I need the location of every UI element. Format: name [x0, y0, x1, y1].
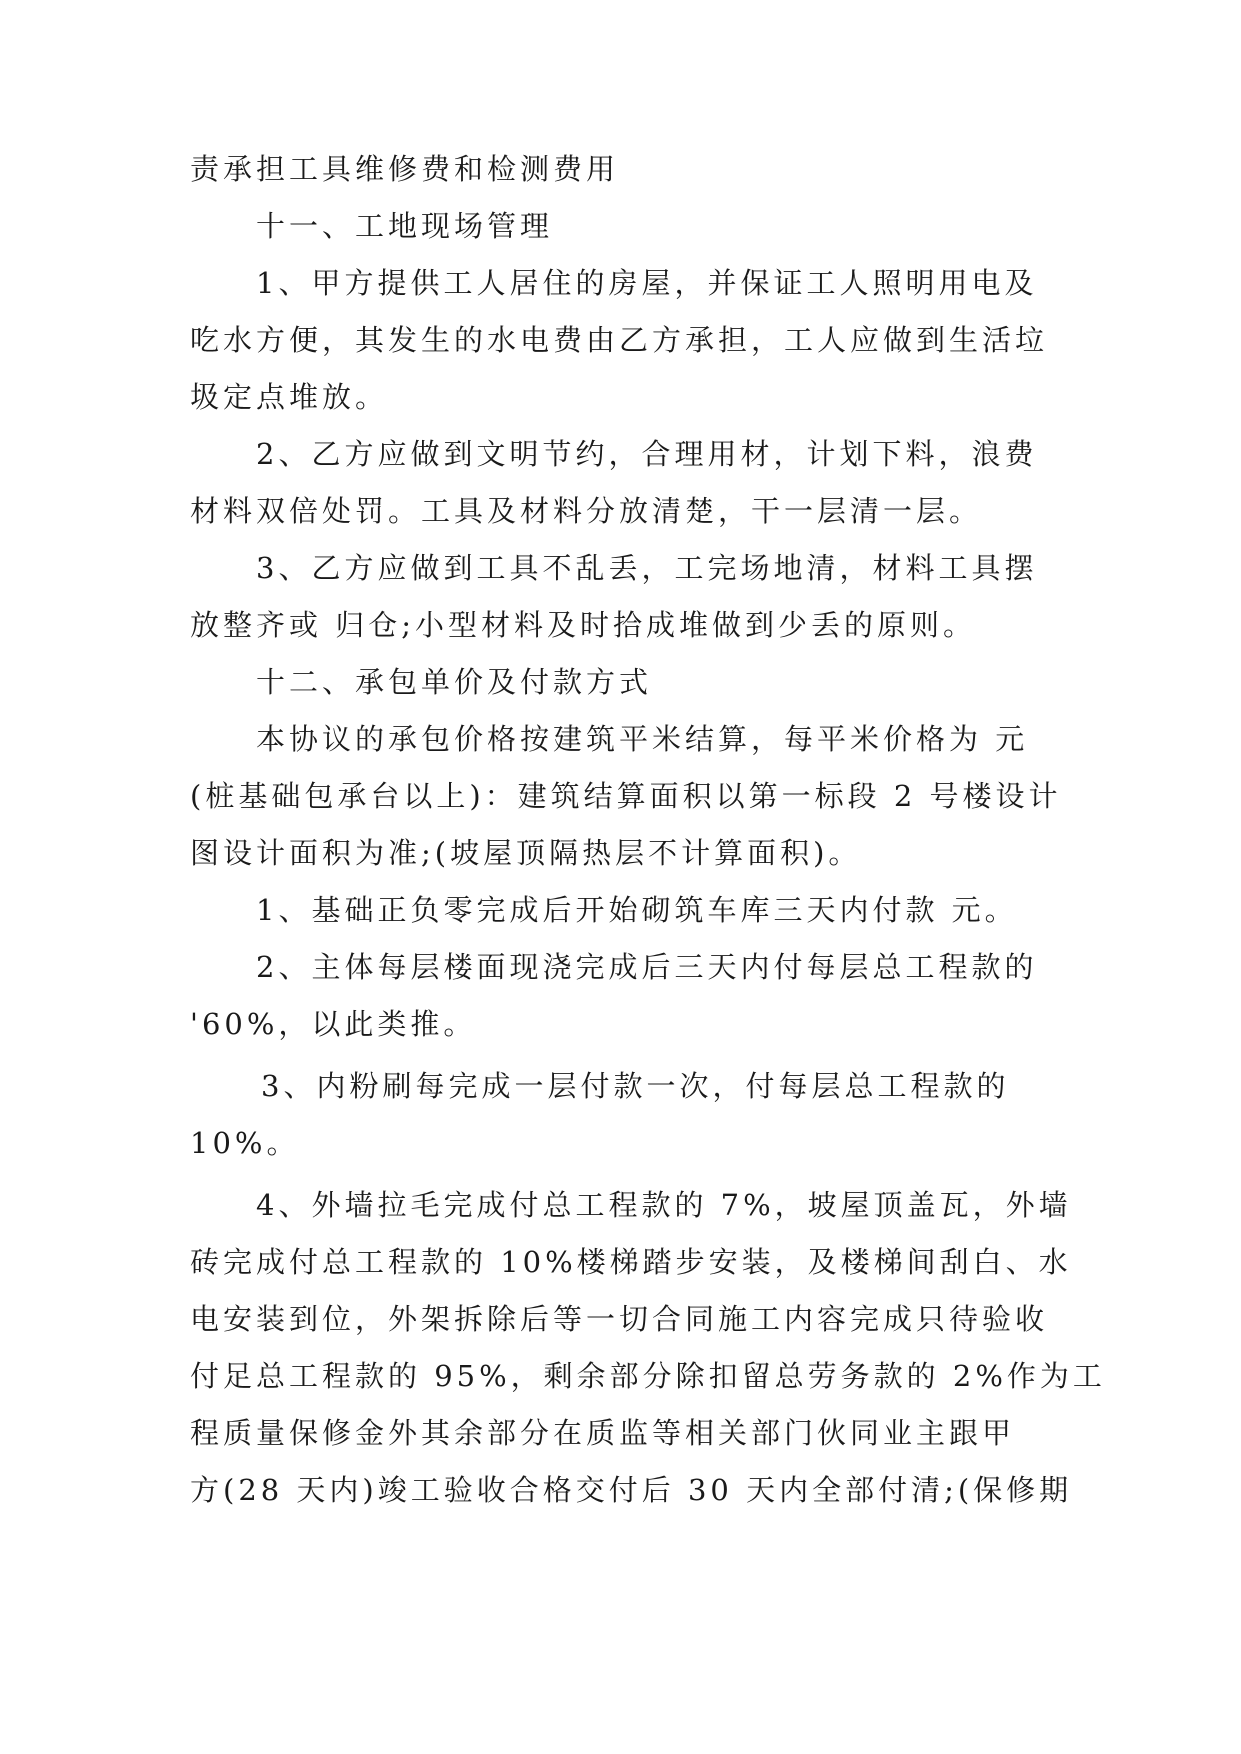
text-line: 程质量保修金外其余部分在质监等相关部门伙同业主跟甲: [190, 1416, 1016, 1450]
text-line: 放整齐或 归仓;小型材料及时拾成堆做到少丢的原则。: [190, 608, 976, 642]
section-heading-contract-price: 十二、承包单价及付款方式: [256, 665, 653, 699]
text-line: 2、主体每层楼面现浇完成后三天内付每层总工程款的: [256, 950, 1038, 984]
text-line: (桩基础包承台以上)：建筑结算面积以第一标段 2 号楼设计: [190, 779, 1062, 813]
section-heading-site-management: 十一、工地现场管理: [256, 209, 554, 243]
text-line: 吃水方便，其发生的水电费由乙方承担，工人应做到生活垃: [190, 323, 1049, 357]
text-line: 4、外墙拉毛完成付总工程款的 7%，坡屋顶盖瓦，外墙: [256, 1188, 1072, 1222]
text-line: 10%。: [190, 1126, 300, 1160]
text-line: 付足总工程款的 95%，剩余部分除扣留总劳务款的 2%作为工: [190, 1359, 1106, 1393]
text-line: 1、基础正负零完成后开始砌筑车库三天内付款 元。: [256, 893, 1018, 927]
text-line: 电安装到位，外架拆除后等一切合同施工内容完成只待验收: [190, 1302, 1049, 1336]
text-line: 本协议的承包价格按建筑平米结算，每平米价格为 元: [256, 722, 1029, 756]
text-line: 2、乙方应做到文明节约，合理用材，计划下料，浪费: [256, 437, 1038, 471]
text-line: 圾定点堆放。: [190, 380, 389, 414]
text-line: 砖完成付总工程款的 10%楼梯踏步安装，及楼梯间刮白、水: [190, 1245, 1072, 1279]
text-line: 3、内粉刷每完成一层付款一次，付每层总工程款的: [261, 1069, 1010, 1103]
text-line: '60%，以此类推。: [190, 1007, 477, 1041]
text-line: 图设计面积为准;(坡屋顶隔热层不计算面积)。: [190, 836, 862, 870]
document-body: [190, 152, 1106, 1507]
text-line: 责承担工具维修费和检测费用: [190, 152, 620, 186]
text-line: 材料双倍处罚。工具及材料分放清楚，干一层清一层。: [190, 494, 983, 528]
text-line: 3、乙方应做到工具不乱丢，工完场地清，材料工具摆: [256, 551, 1038, 585]
text-line: 方(28 天内)竣工验收合格交付后 30 天内全部付清;(保修期: [190, 1473, 1073, 1507]
text-line: 1、甲方提供工人居住的房屋，并保证工人照明用电及: [256, 266, 1038, 300]
